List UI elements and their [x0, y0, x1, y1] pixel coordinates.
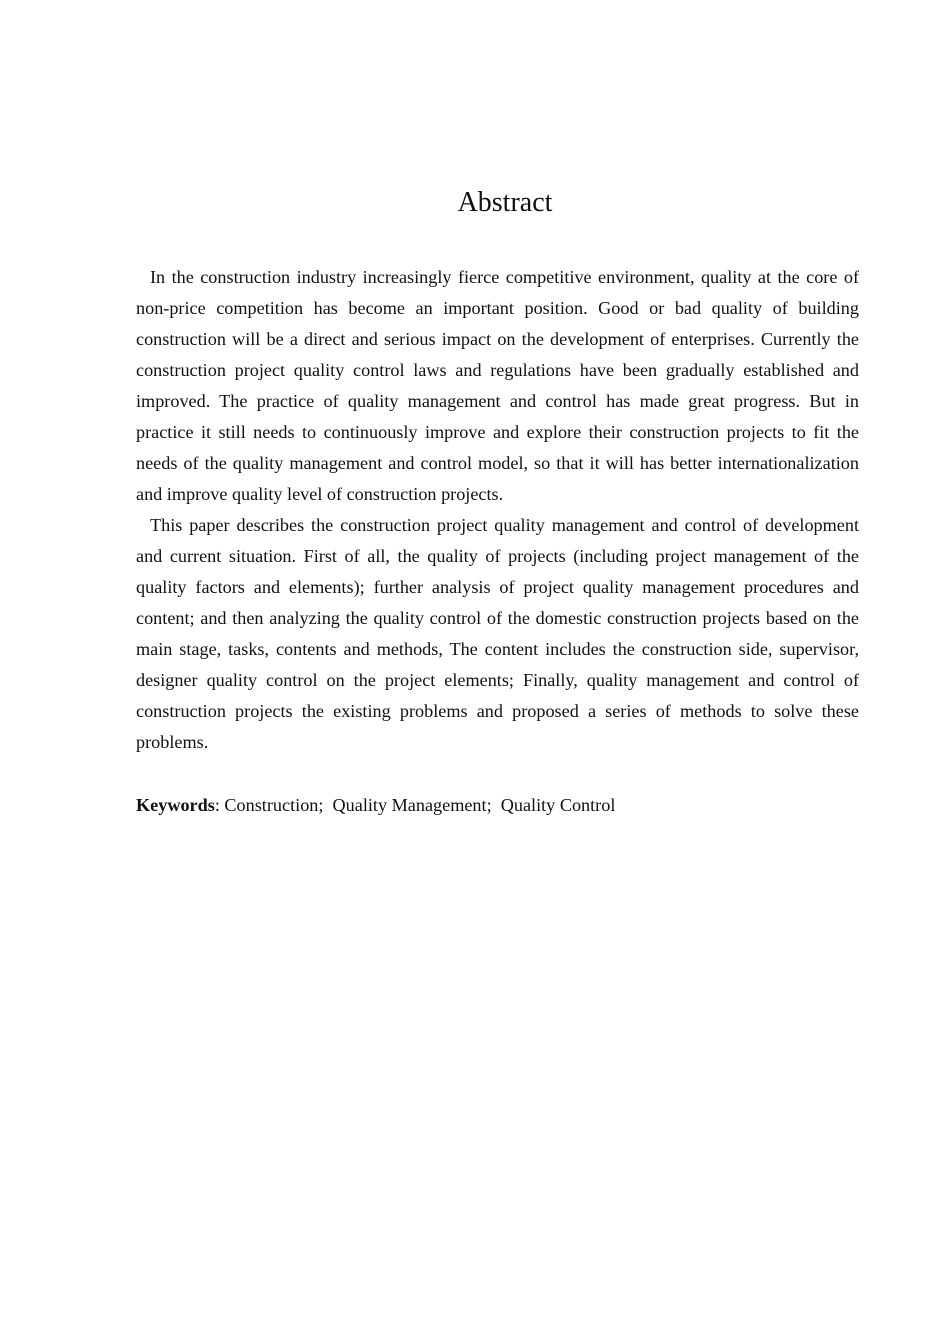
abstract-paragraph-2: This paper describes the construction project quality management and control of development and current situation. First of all, the quality of projects (including project management of the quality factors and elements); further analysis of project quality management procedures and content; and then analyzing the quality control of the domestic construction projects based on the main stage, tasks, contents and methods, The content includes the construction side, supervisor, designer quality control on the project elements; Finally, quality management and control of construction projects the existing problems and proposed a series of methods to solve these problems.: [136, 515, 859, 752]
keywords-list: : Construction; Quality Management; Quality Control: [214, 795, 616, 815]
page-title: Abstract: [457, 187, 553, 218]
keywords-label: Keywords: [136, 795, 215, 815]
keywords-line: [136, 790, 859, 821]
abstract-paragraph-1: In the construction industry increasingly fierce competitive environment, quality at the core of non-price competition has become an important position. Good or bad quality of building construction will be a direct and serious impact on the development of enterprises. Currently the construction project quality control laws and regulations have been gradually established and improved. The practice of quality management and control has made great progress. But in practice it still needs to continuously improve and explore their construction projects to fit the needs of the quality management and control model, so that it will has better internationalization and improve quality level of construction projects.: [136, 267, 859, 504]
abstract-body: [136, 262, 859, 758]
